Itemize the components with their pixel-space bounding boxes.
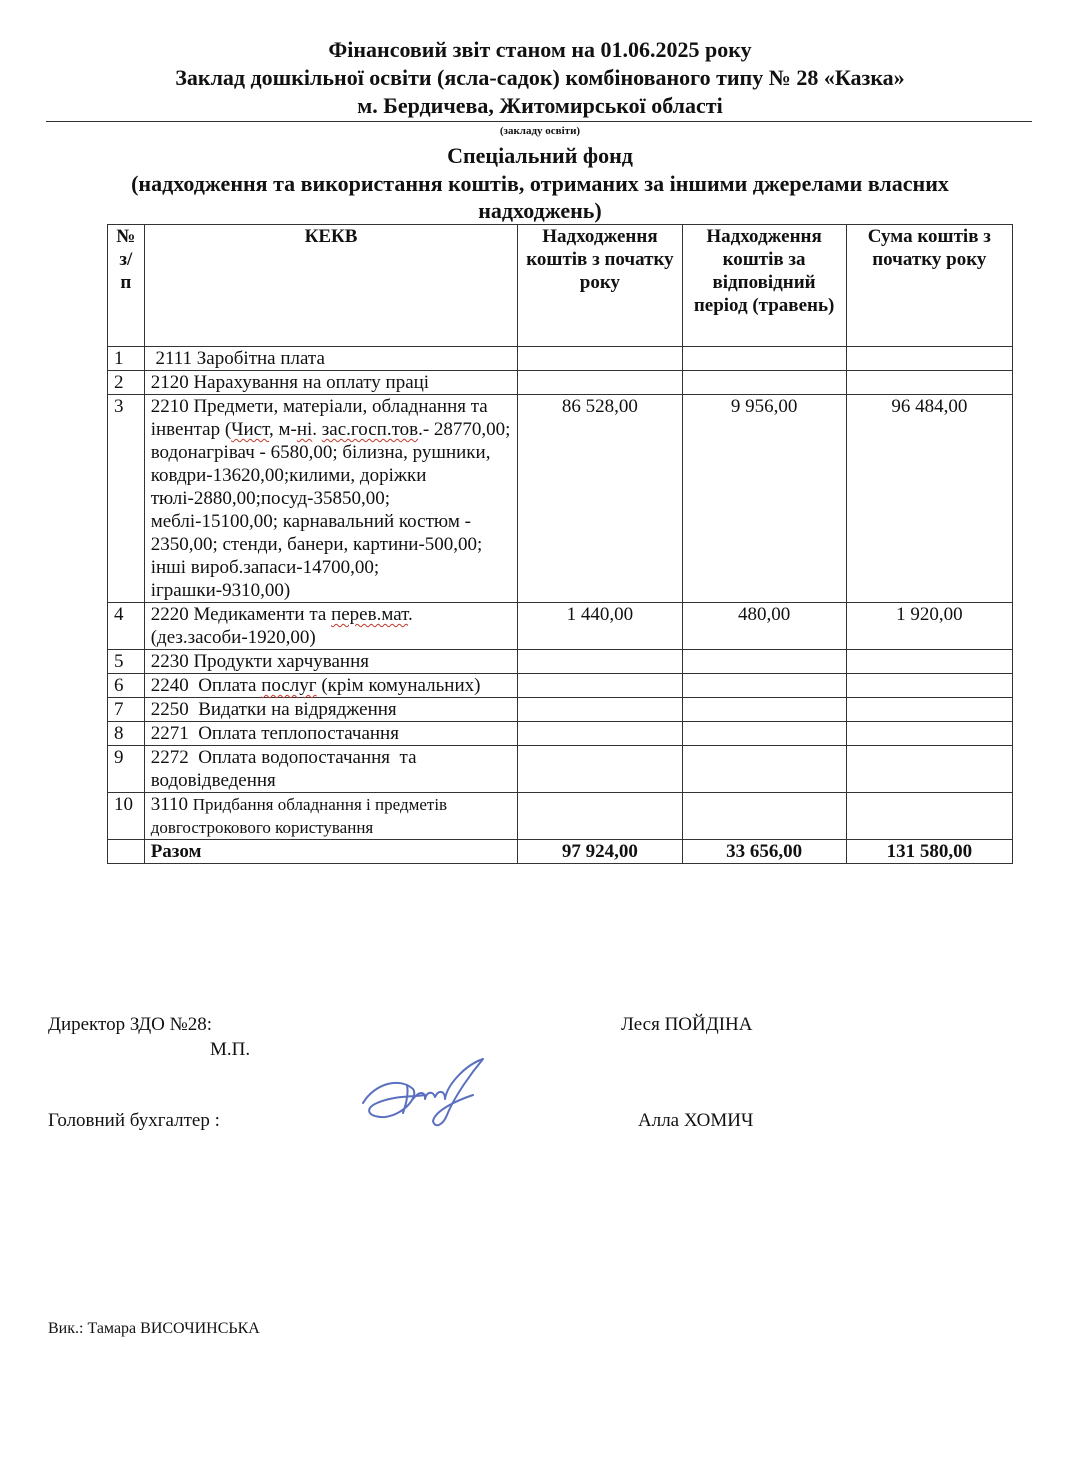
row-income-ytd <box>518 650 682 674</box>
column-header-kekv: КЕКВ <box>144 225 518 347</box>
row-kekv <box>144 674 518 698</box>
row-sum-ytd <box>846 793 1012 840</box>
row-income-ytd <box>518 722 682 746</box>
kekv-text: 2220 Медикаменти та <box>150 604 332 625</box>
handwritten-signature-icon <box>355 1055 505 1135</box>
spellcheck-word: перев.мат <box>331 604 409 625</box>
row-income-ytd <box>518 793 682 840</box>
spellcheck-word: Чист <box>231 419 269 440</box>
director-label: Директор ЗДО №28: <box>48 1014 213 1035</box>
kekv-code: 3110 <box>150 794 193 815</box>
kekv-text: Придбання обладнання і предметів довгострокового користування <box>150 795 448 837</box>
table-row <box>108 395 1013 603</box>
row-income-period <box>682 674 846 698</box>
total-income-period: 33 656,00 <box>682 840 846 864</box>
total-label: Разом <box>144 840 518 864</box>
table-row <box>108 650 1013 674</box>
row-sum-ytd <box>846 722 1012 746</box>
row-sum-ytd <box>846 347 1012 371</box>
row-income-period <box>682 650 846 674</box>
row-kekv: 2230 Продукти харчування <box>144 650 518 674</box>
row-num: 6 <box>108 674 145 698</box>
institution-caption: (закладу освіти) <box>499 125 581 137</box>
row-num: 2 <box>108 371 145 395</box>
row-income-period: 480,00 <box>682 603 846 650</box>
total-num <box>108 840 145 864</box>
row-num: 9 <box>108 746 145 793</box>
kekv-text: 2240 Оплата <box>150 675 262 696</box>
row-income-ytd <box>518 746 682 793</box>
stamp-label: М.П. <box>210 1039 251 1060</box>
table-row <box>108 793 1013 840</box>
row-kekv: 2120 Нарахування на оплату праці <box>144 371 518 395</box>
total-income-ytd: 97 924,00 <box>518 840 682 864</box>
column-header-num: № з/п <box>108 225 145 347</box>
row-income-period <box>682 793 846 840</box>
table-total-row <box>108 840 1013 864</box>
row-sum-ytd: 96 484,00 <box>846 395 1012 603</box>
table-row <box>108 371 1013 395</box>
financial-report-table <box>107 224 1013 864</box>
row-income-ytd: 1 440,00 <box>518 603 682 650</box>
director-name: Леся ПОЙДІНА <box>621 1014 753 1035</box>
underline-divider <box>46 121 1032 122</box>
row-kekv: 2271 Оплата теплопостачання <box>144 722 518 746</box>
row-kekv <box>144 395 518 603</box>
institution-name: Заклад дошкільної освіти (ясла-садок) комбінованого типу № 28 «Казка» <box>175 65 905 90</box>
row-income-ytd: 86 528,00 <box>518 395 682 603</box>
row-num: 5 <box>108 650 145 674</box>
row-income-ytd <box>518 371 682 395</box>
kekv-text: (крім комунальних) <box>316 675 481 696</box>
spellcheck-word: послуг <box>261 675 317 696</box>
column-header-income-period: Надходження коштів за відповідний період (травень) <box>682 225 846 347</box>
row-income-period <box>682 371 846 395</box>
row-sum-ytd: 1 920,00 <box>846 603 1012 650</box>
row-kekv <box>144 603 518 650</box>
row-sum-ytd <box>846 650 1012 674</box>
kekv-text: 2210 Предмети, матеріали, обладнання та інвентар ( <box>150 396 488 440</box>
row-num: 1 <box>108 347 145 371</box>
row-kekv: 2272 Оплата водопостачання та водовідведення <box>144 746 518 793</box>
kekv-text: . <box>312 419 322 440</box>
total-sum-ytd: 131 580,00 <box>846 840 1012 864</box>
row-income-ytd <box>518 674 682 698</box>
row-num: 4 <box>108 603 145 650</box>
fund-subtitle-line2: надходжень) <box>478 198 602 223</box>
report-title: Фінансовий звіт станом на 01.06.2025 року <box>328 37 752 62</box>
fund-title: Спеціальний фонд <box>447 143 633 168</box>
row-sum-ytd <box>846 371 1012 395</box>
row-income-period: 9 956,00 <box>682 395 846 603</box>
fund-subtitle-line1: (надходження та використання коштів, отриманих за іншими джерелами власних <box>131 171 949 196</box>
table-row <box>108 603 1013 650</box>
institution-location: м. Бердичева, Житомирської області <box>357 93 723 118</box>
row-num: 8 <box>108 722 145 746</box>
row-sum-ytd <box>846 746 1012 793</box>
table-row <box>108 698 1013 722</box>
spellcheck-word: зас.госп.тов <box>321 419 419 440</box>
row-num: 7 <box>108 698 145 722</box>
table-row <box>108 674 1013 698</box>
row-num: 3 <box>108 395 145 603</box>
row-income-ytd <box>518 347 682 371</box>
row-sum-ytd <box>846 674 1012 698</box>
column-header-sum-ytd: Сума коштів з початку року <box>846 225 1012 347</box>
kekv-text: .- 28770,00; водонагрівач - 6580,00; білизна, рушники, ковдри-13620,00;килими, доріжки тюлі-2880,00;посуд-35850,00; меблі-15100,00; карнавальний костюм - 2350,00; стенди, банери, картини-500,00; інші вироб.запаси-14700,00; іграшки-9310,00) <box>150 419 511 601</box>
row-income-period <box>682 746 846 793</box>
column-header-income-ytd: Надходження коштів з початку року <box>518 225 682 347</box>
row-kekv: 2111 Заробітна плата <box>144 347 518 371</box>
row-income-ytd <box>518 698 682 722</box>
table-row <box>108 347 1013 371</box>
table-header-row <box>108 225 1013 347</box>
kekv-text: . (дез.засоби-1920,00) <box>150 604 413 648</box>
table-row <box>108 722 1013 746</box>
row-kekv <box>144 793 518 840</box>
accountant-name: Алла ХОМИЧ <box>638 1110 754 1131</box>
row-num: 10 <box>108 793 145 840</box>
row-income-period <box>682 722 846 746</box>
row-sum-ytd <box>846 698 1012 722</box>
row-income-period <box>682 347 846 371</box>
executor-line: Вик.: Тамара ВИСОЧИНСЬКА <box>48 1320 260 1337</box>
kekv-text: , м- <box>268 419 297 440</box>
accountant-label: Головний бухгалтер : <box>48 1110 220 1131</box>
table-row <box>108 746 1013 793</box>
spellcheck-word: ні <box>296 419 313 440</box>
row-income-period <box>682 698 846 722</box>
row-kekv: 2250 Видатки на відрядження <box>144 698 518 722</box>
